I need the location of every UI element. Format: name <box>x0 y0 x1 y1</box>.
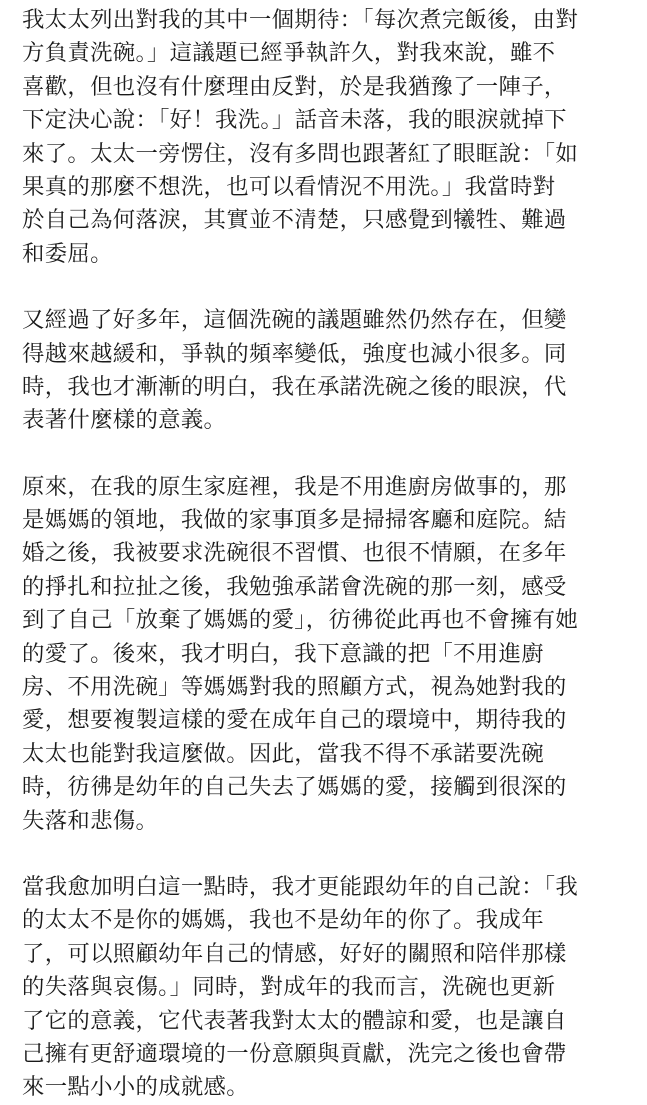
text-line: 的失落與哀傷。」同時，對成年的我而言，洗碗也更新 <box>22 974 556 1001</box>
paragraph-4 <box>0 871 647 1105</box>
text-line: 的愛了。後來，我才明白，我下意識的把「不用進廚 <box>22 640 544 667</box>
text-line: 時，我也才漸漸的明白，我在承諾洗碗之後的眼淚，代 <box>22 373 567 400</box>
text-line: 原來，在我的原生家庭裡，我是不用進廚房做事的，那 <box>22 473 567 500</box>
text-line: 我太太列出對我的其中一個期待：「每次煮完飯後，由對 <box>22 7 579 33</box>
text-line: 於自己為何落淚，其實並不清楚，只感覺到犧牲、難過 <box>22 207 567 234</box>
text-line: 房、不用洗碗」等媽媽對我的照顧方式，視為她對我的 <box>22 674 567 701</box>
text-line: 到了自己「放棄了媽媽的愛」，彷彿從此再也不會擁有她 <box>22 607 579 634</box>
text-line: 表著什麼樣的意義。 <box>22 407 227 434</box>
text-line: 得越來越緩和，爭執的頻率變低，強度也減小很多。同 <box>22 340 567 367</box>
text-line: 婚之後，我被要求洗碗很不習慣、也很不情願，在多年 <box>22 540 567 567</box>
text-line: 太太也能對我這麼做。因此，當我不得不承諾要洗碗 <box>22 740 544 767</box>
text-line: 又經過了好多年，這個洗碗的議題雖然仍然存在，但變 <box>22 307 567 334</box>
text-line: 失落和悲傷。 <box>22 807 159 834</box>
text-line: 和委屈。 <box>22 240 113 267</box>
text-line: 是媽媽的領地，我做的家事頂多是掃掃客廳和庭院。結 <box>22 507 567 534</box>
text-line: 來一點小小的成就感。 <box>22 1074 249 1101</box>
text-line: 的掙扎和拉扯之後，我勉強承諾會洗碗的那一刻，感受 <box>22 573 567 600</box>
text-line: 方負責洗碗。」這議題已經爭執許久，對我來說，雖不 <box>22 40 556 67</box>
text-line: 愛，想要複製這樣的愛在成年自己的環境中，期待我的 <box>22 707 567 734</box>
text-line: 當我愈加明白這一點時，我才更能跟幼年的自己說：「我 <box>22 873 579 900</box>
text-line: 果真的那麼不想洗，也可以看情況不用洗。」我當時對 <box>22 173 556 200</box>
text-line: 己擁有更舒適環境的一份意願與貢獻，洗完之後也會帶 <box>22 1040 567 1067</box>
text-line: 了，可以照顧幼年自己的情感，好好的關照和陪伴那樣 <box>22 940 567 967</box>
text-line: 時，彷彿是幼年的自己失去了媽媽的愛，接觸到很深的 <box>22 774 567 801</box>
paragraph-1 <box>0 4 647 271</box>
text-line: 下定決心說：「好！我洗。」話音未落，我的眼淚就掉下 <box>22 107 567 134</box>
text-line: 來了。太太一旁愣住，沒有多問也跟著紅了眼眶說：「如 <box>22 140 579 167</box>
paragraph-2 <box>0 304 647 438</box>
text-line: 了它的意義，它代表著我對太太的體諒和愛，也是讓自 <box>22 1007 567 1034</box>
text-line: 的太太不是你的媽媽，我也不是幼年的你了。我成年 <box>22 907 544 934</box>
paragraph-3 <box>0 471 647 838</box>
text-line: 喜歡，但也沒有什麼理由反對，於是我猶豫了一陣子， <box>22 73 567 100</box>
